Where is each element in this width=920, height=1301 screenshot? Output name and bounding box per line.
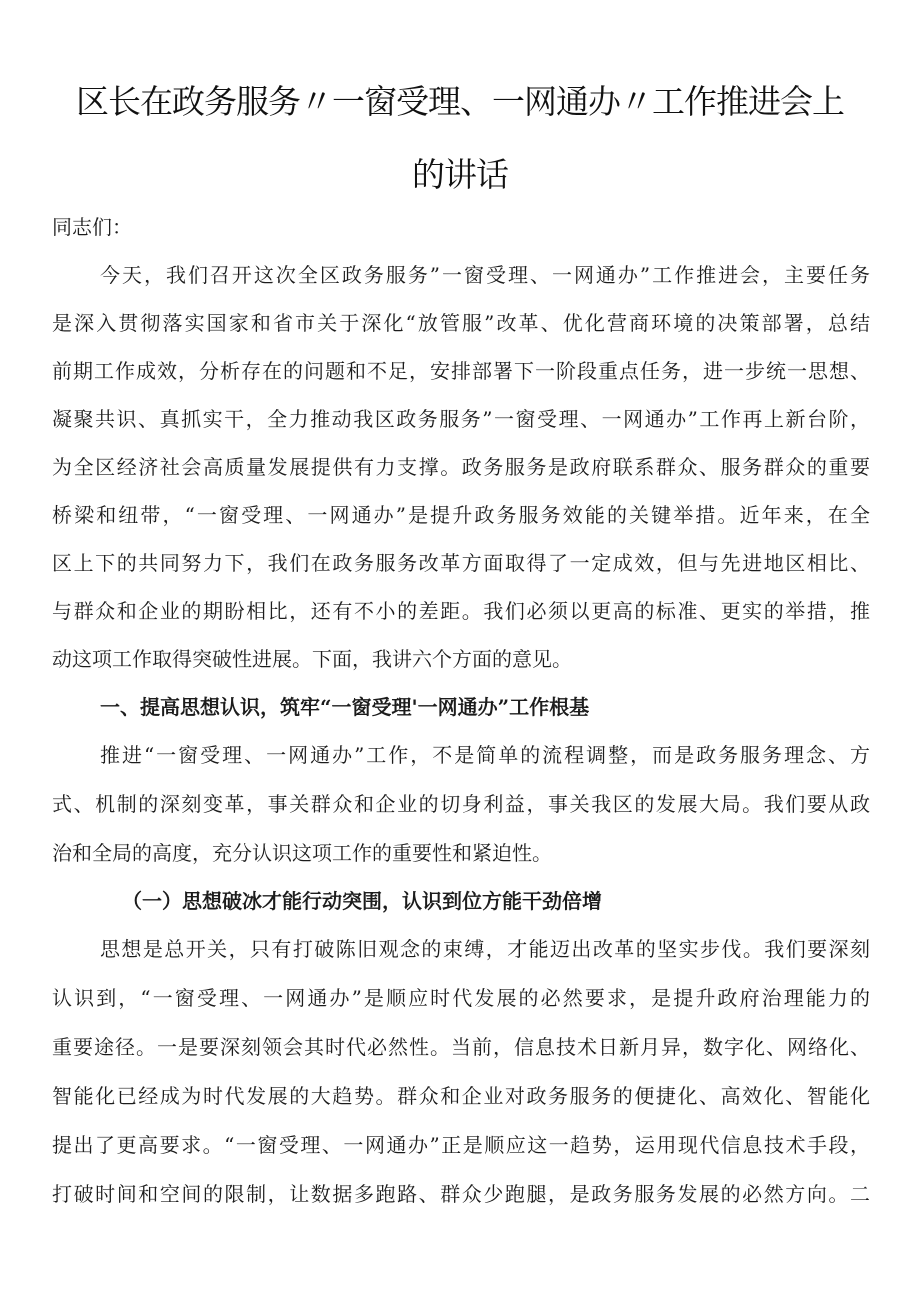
paragraph-1-line: 动这项工作取得突破性进展。下面，我讲六个方面的意见。 [52, 647, 572, 671]
paragraph-3-line: 打破时间和空间的限制，让数据多跑路、群众少跑腿，是政务服务发展的必然方向。二 [52, 1182, 870, 1206]
paragraph-3-line: 思想是总开关，只有打破陈旧观念的束缚，才能迈出改革的坚实步伐。我们要深刻 [100, 937, 870, 961]
subsection-heading-1: （一）思想破冰才能行动突围，认识到位方能干劲倍增 [122, 889, 602, 913]
paragraph-1-line: 区上下的共同努力下，我们在政务服务改革方面取得了一定成效，但与先进地区相比、 [52, 551, 870, 575]
paragraph-1-line: 凝聚共识、真抓实干，全力推动我区政务服务”一窗受理、一网通办”工作再上新台阶， [52, 407, 870, 431]
paragraph-3-line: 认识到，“一窗受理、一网通办”是顺应时代发展的必然要求，是提升政府治理能力的 [52, 986, 870, 1010]
paragraph-1-line: 是深入贯彻落实国家和省市关于深化“放管服”改革、优化营商环境的决策部署，总结 [52, 311, 870, 335]
paragraph-2-line: 推进“一窗受理、一网通办”工作，不是简单的流程调整，而是政务服务理念、方 [100, 743, 870, 767]
document-title-line-2: 的讲话 [412, 155, 508, 194]
paragraph-1-line: 今天，我们召开这次全区政务服务”一窗受理、一网通办”工作推进会，主要任务 [100, 263, 870, 287]
document-title-line-1: 区长在政务服务〃一窗受理、一网通办〃工作推进会上 [76, 82, 844, 121]
salutation: 同志们： [52, 215, 132, 239]
paragraph-1-line: 前期工作成效，分析存在的问题和不足，安排部署下一阶段重点任务，进一步统一思想、 [52, 359, 870, 383]
paragraph-1-line: 为全区经济社会高质量发展提供有力支撑。政务服务是政府联系群众、服务群众的重要 [52, 455, 870, 479]
paragraph-1-line: 与群众和企业的期盼相比，还有不小的差距。我们必须以更高的标准、更实的举措，推 [52, 599, 870, 623]
paragraph-3-line: 重要途径。一是要深刻领会其时代必然性。当前，信息技术日新月异，数字化、网络化、 [52, 1035, 870, 1059]
paragraph-1-line: 桥梁和纽带，“一窗受理、一网通办”是提升政务服务效能的关键举措。近年来，在全 [52, 503, 870, 527]
paragraph-3-line: 智能化已经成为时代发展的大趋势。群众和企业对政务服务的便捷化、高效化、智能化 [52, 1084, 870, 1108]
paragraph-2-line: 治和全局的高度，充分认识这项工作的重要性和紧迫性。 [52, 841, 552, 865]
paragraph-2-line: 式、机制的深刻变革，事关群众和企业的切身利益，事关我区的发展大局。我们要从政 [52, 792, 870, 816]
section-heading-1: 一、提高思想认识，筑牢“一窗受理'一网通办”工作根基 [100, 695, 590, 719]
paragraph-3-line: 提出了更高要求。“一窗受理、一网通办”正是顺应这一趋势，运用现代信息技术手段， [52, 1133, 870, 1157]
